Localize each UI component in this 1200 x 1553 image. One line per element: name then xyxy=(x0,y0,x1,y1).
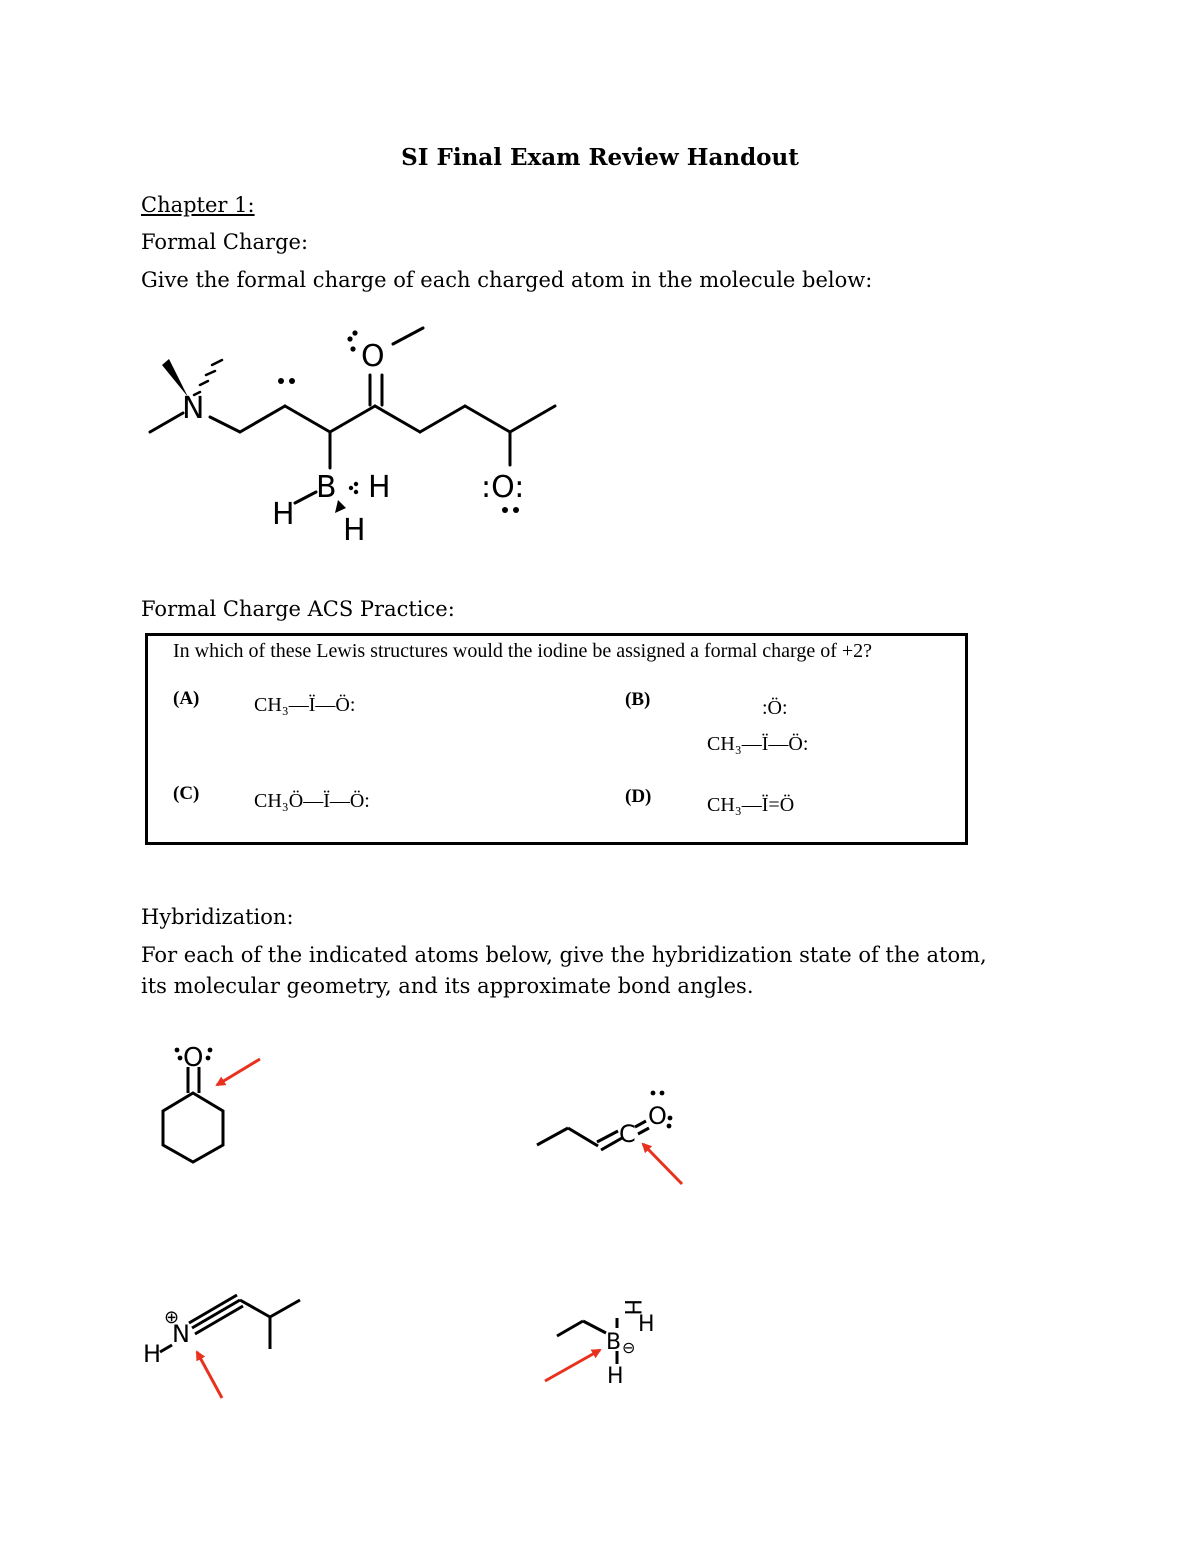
main-molecule-labels xyxy=(182,339,524,548)
option-c-letter: (C) xyxy=(173,783,200,804)
hydroxy-oxygen-atom: :O: xyxy=(481,470,525,505)
boron-hydrogen-1: H xyxy=(272,497,295,532)
arrow-borate-boron xyxy=(545,1350,600,1381)
hybridization-instruction: For each of the indicated atoms below, give the hybridization state of the atom, its molecular geometry, and its approximate bond angles. xyxy=(141,943,987,998)
borate-boron: B xyxy=(606,1330,622,1355)
ketene-oxygen: O xyxy=(648,1102,667,1130)
nitrilium-nitrogen: N xyxy=(172,1320,190,1348)
wedge-bond-h xyxy=(335,500,346,513)
borate-hydrogen-bottom: H xyxy=(607,1364,624,1389)
nitrilium-hydrogen: H xyxy=(143,1340,162,1368)
nitrilium-positive-charge: ⊕ xyxy=(164,1307,180,1328)
ester-oxygen-atom: O xyxy=(361,339,385,374)
option-d-formula: CH₃—Ï=Ö xyxy=(707,794,795,816)
cyclohexanone-oxygen: O xyxy=(183,1043,204,1073)
page-title: SI Final Exam Review Handout xyxy=(401,144,799,171)
option-b-formula: CH₃—Ï—Ö: xyxy=(707,733,809,755)
borate-hydrogen-top: H xyxy=(619,1299,644,1316)
ketene-carbon: C xyxy=(619,1120,636,1148)
chapter-heading: Chapter 1: xyxy=(141,193,255,217)
option-b-letter: (B) xyxy=(625,689,651,710)
boron-hydrogen-2: H xyxy=(368,470,391,505)
formal-charge-heading: Formal Charge: xyxy=(141,230,309,254)
option-d-letter: (D) xyxy=(625,786,652,807)
nitrogen-atom: N xyxy=(182,391,205,426)
arrow-cyclohexanone-oxygen xyxy=(217,1059,260,1085)
acs-question-box xyxy=(145,633,968,845)
cyclohexanone xyxy=(163,1067,223,1162)
acs-practice-heading: Formal Charge ACS Practice: xyxy=(141,597,455,621)
hybridization-heading: Hybridization: xyxy=(141,905,294,929)
option-c-formula: CH₃Ö—Ï—Ö: xyxy=(254,790,370,812)
formal-charge-instruction: Give the formal charge of each charged atom in the molecule below: xyxy=(141,268,873,292)
option-a-letter: (A) xyxy=(173,688,200,709)
option-b-formula-top: :Ö: xyxy=(762,697,788,719)
arrow-nitrilium-nitrogen xyxy=(197,1352,222,1398)
option-a-formula: CH₃—Ï—Ö: xyxy=(254,694,356,716)
borate-hydrogen-right: H xyxy=(638,1312,655,1337)
acs-question: In which of these Lewis structures would the iodine be assigned a formal charge of +2? xyxy=(173,640,873,662)
boron-hydrogen-3: H xyxy=(343,513,366,548)
borate-negative-charge: ⊖ xyxy=(622,1338,636,1357)
boron-atom: B xyxy=(316,470,337,505)
arrow-ketene-carbon xyxy=(643,1144,682,1184)
